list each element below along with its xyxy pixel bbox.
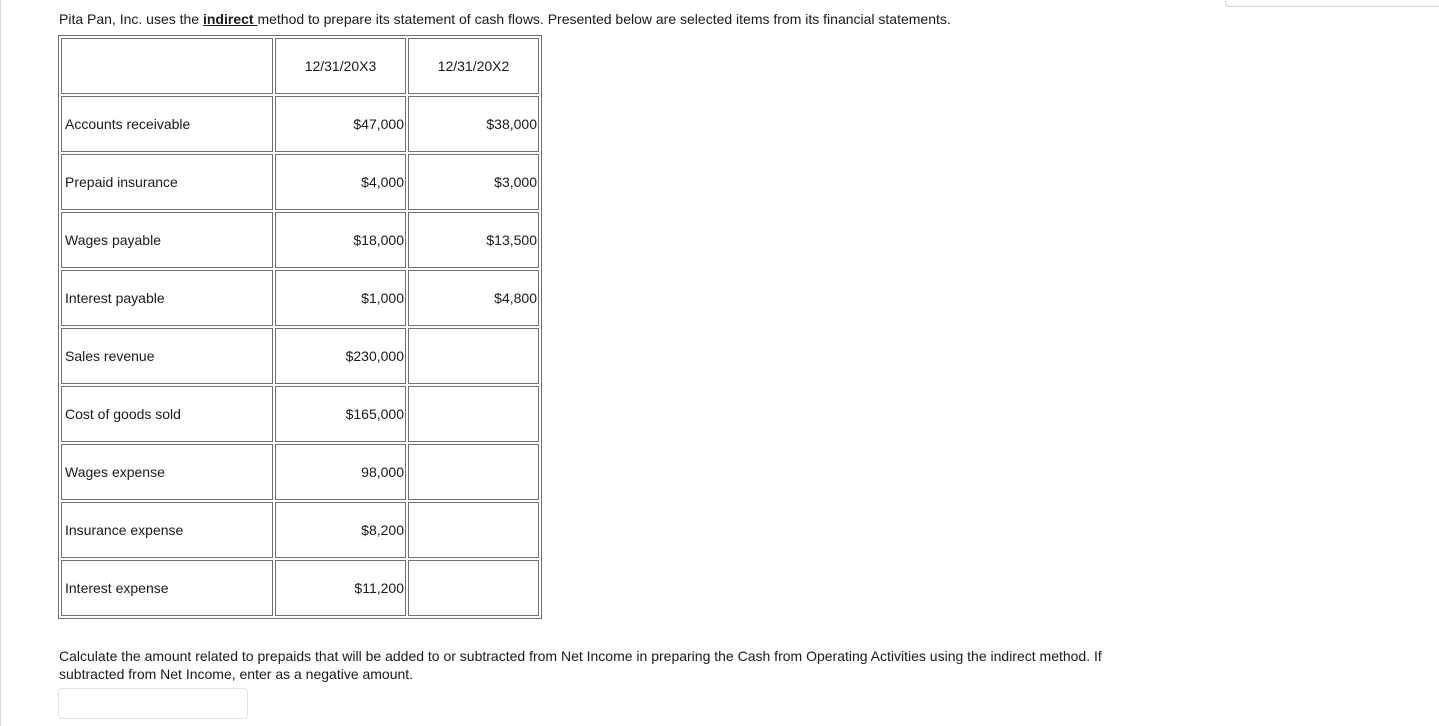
header-cell-20x2: 12/31/20X2: [408, 38, 539, 94]
question-text: Calculate the amount related to prepaids that will be added to or subtracted from Net Income in preparing the Cash from Operating Activities using the indirect method. If subtracted from Net Income, enter as a negative amount.: [59, 648, 1102, 682]
table-row: [61, 386, 539, 442]
header-cell-20x3: 12/31/20X3: [275, 38, 406, 94]
row-label: Interest expense: [61, 560, 273, 616]
row-value-20x3: $11,200: [275, 560, 406, 616]
row-value-20x2: [408, 444, 539, 500]
table-row: [61, 328, 539, 384]
row-value-20x3: $165,000: [275, 386, 406, 442]
table-row: [61, 502, 539, 558]
row-value-20x2: $4,800: [408, 270, 539, 326]
top-right-panel: [1225, 0, 1439, 7]
table-row: [61, 560, 539, 616]
page-left-border: [0, 0, 1, 726]
row-value-20x3: 98,000: [275, 444, 406, 500]
intro-after: method to prepare its statement of cash flows. Presented below are selected items from its financial statements.: [257, 11, 951, 27]
table-row: [61, 212, 539, 268]
answer-input[interactable]: [58, 688, 248, 719]
row-label: Interest payable: [61, 270, 273, 326]
header-cell-label: [61, 38, 273, 94]
row-value-20x3: $18,000: [275, 212, 406, 268]
row-value-20x3: $230,000: [275, 328, 406, 384]
row-value-20x2: $38,000: [408, 96, 539, 152]
row-value-20x2: [408, 328, 539, 384]
financial-items-table: [58, 35, 542, 619]
row-value-20x3: $1,000: [275, 270, 406, 326]
row-value-20x2: [408, 386, 539, 442]
row-value-20x3: $47,000: [275, 96, 406, 152]
row-label: Cost of goods sold: [61, 386, 273, 442]
table-row: [61, 96, 539, 152]
row-value-20x2: $13,500: [408, 212, 539, 268]
row-value-20x2: [408, 560, 539, 616]
row-label: Sales revenue: [61, 328, 273, 384]
row-value-20x2: $3,000: [408, 154, 539, 210]
row-value-20x3: $8,200: [275, 502, 406, 558]
row-label: Accounts receivable: [61, 96, 273, 152]
table-header-row: [61, 38, 539, 94]
intro-text: [59, 11, 951, 27]
row-label: Wages payable: [61, 212, 273, 268]
intro-emphasis: indirect: [202, 11, 258, 27]
intro-before: Pita Pan, Inc. uses the: [59, 11, 203, 27]
row-label: Wages expense: [61, 444, 273, 500]
table-row: [61, 270, 539, 326]
table-row: [61, 154, 539, 210]
row-label: Insurance expense: [61, 502, 273, 558]
row-label: Prepaid insurance: [61, 154, 273, 210]
row-value-20x3: $4,000: [275, 154, 406, 210]
row-value-20x2: [408, 502, 539, 558]
table-row: [61, 444, 539, 500]
